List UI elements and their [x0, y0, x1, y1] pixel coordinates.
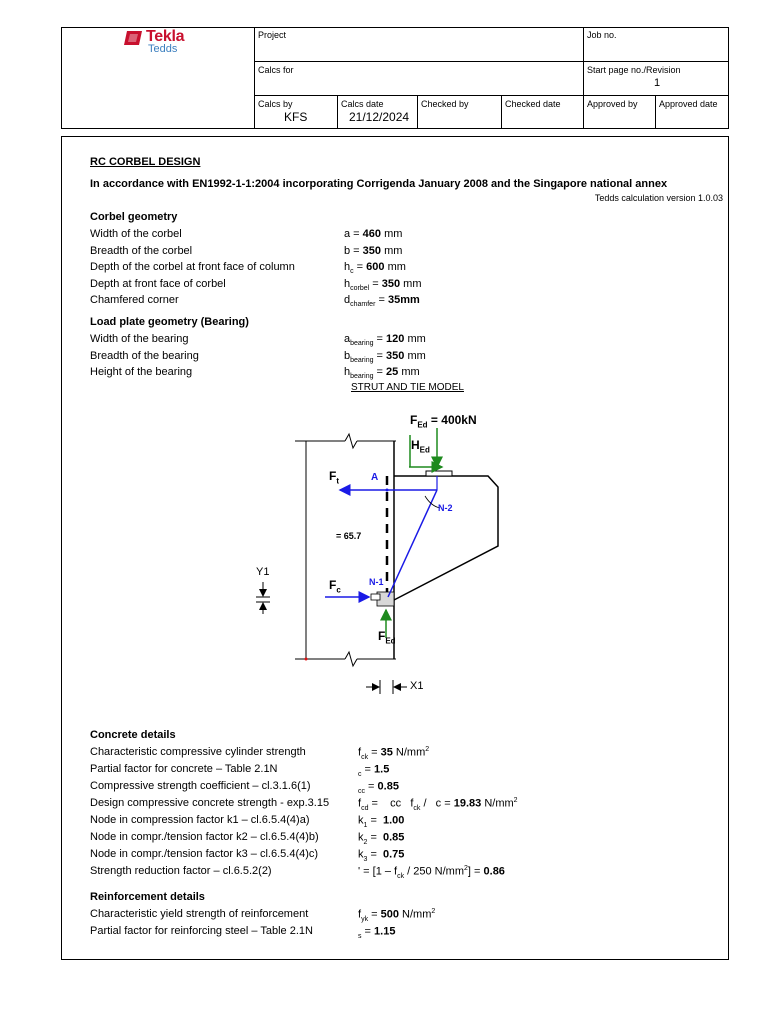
expr-sub: ck: [413, 804, 421, 812]
row-label: Width of the corbel: [90, 228, 182, 240]
expr-number: 35: [380, 746, 393, 759]
expr-symbol: f: [358, 797, 362, 810]
row-number: 120: [386, 333, 405, 345]
expr-symbol-sub: 3: [363, 855, 368, 863]
calcs-by-value: KFS: [284, 110, 308, 124]
row-expression: [358, 925, 395, 940]
expr-text: =: [367, 831, 380, 844]
expr-symbol: k: [358, 814, 364, 827]
row-symbol: d: [344, 294, 351, 306]
row-label: Breadth of the bearing: [90, 349, 199, 362]
expr-symbol-sub: 1: [363, 821, 368, 829]
row-symbol: h: [344, 261, 351, 273]
row-symbol: b: [344, 349, 351, 362]
row-value: $h_{corbel} = 350$ mm: [344, 277, 422, 292]
expr-sup: 2: [464, 865, 468, 872]
expr-number: 19.83: [453, 797, 482, 810]
row-number: 350: [362, 244, 382, 257]
calcs-date-value: 21/12/2024: [349, 110, 410, 124]
expr-number: 0.75: [379, 848, 405, 861]
row-label: Characteristic yield strength of reinforcement: [90, 908, 309, 920]
row-number: 350: [386, 349, 405, 362]
row-unit: mm: [384, 244, 403, 257]
job-no-label: Job no.: [587, 30, 617, 40]
expr-text: =: [365, 780, 378, 793]
expr-unit: N/mm: [392, 746, 426, 759]
doc-subtitle: In accordance with EN1992-1-1:2004 incorporating Corrigenda January 2008 and the Singapore national annex: [90, 178, 668, 190]
fed-top-label: $F_{Ed} = 400kN$: [410, 413, 477, 430]
node-n2-label: N-2: [438, 503, 453, 513]
reinforcement-heading: Reinforcement details: [90, 891, 205, 903]
row-unit: mm: [407, 349, 426, 362]
row-label: Height of the bearing: [90, 366, 193, 378]
fc-label: $F_c$: [329, 578, 341, 595]
project-label: Project: [258, 30, 287, 40]
bearing-heading: Load plate geometry (Bearing): [90, 316, 249, 328]
expr-symbol-sub: s: [358, 932, 362, 940]
angle-label: = 65.7: [336, 531, 362, 541]
tekla-tedds-logo: [124, 29, 244, 61]
row-unit: mm: [387, 261, 406, 273]
expr-symbol-sub: 2: [363, 838, 368, 846]
row-label: Width of the bearing: [90, 333, 189, 345]
row-symbol: h: [344, 277, 351, 290]
expr-unit: N/mm: [481, 797, 514, 810]
logo-product: Tedds: [148, 43, 178, 55]
header-divider: [501, 95, 502, 128]
row-label: Depth of the corbel at front face of column: [90, 261, 295, 273]
row-symbol-sub: bearing: [350, 340, 374, 348]
row-number: 460: [362, 228, 382, 240]
node-a-label: A: [371, 472, 379, 483]
expr-symbol: f: [358, 908, 362, 921]
row-symbol: b: [344, 244, 351, 257]
hed-label: $H_{Ed}$: [411, 438, 430, 455]
y1-label: Y1: [256, 566, 270, 578]
row-number: 350: [381, 277, 401, 290]
header-divider: [337, 95, 338, 128]
calcs-for-label: Calcs for: [258, 65, 294, 75]
row-symbol: h: [344, 366, 351, 378]
row-label: Node in compression factor k1 – cl.6.5.4(4)a): [90, 814, 310, 826]
row-expression: [358, 908, 435, 923]
row-label: Chamfered corner: [90, 294, 179, 306]
approved-date-label: Approved date: [659, 99, 718, 109]
row-symbol-sub: chamfer: [350, 301, 376, 309]
expr-text: = cc f: [368, 797, 414, 810]
expr-symbol-sub: cc: [358, 787, 365, 795]
row-label: Node in compr./tension factor k3 – cl.6.5.4(4)c): [90, 848, 319, 860]
row-symbol-sub: corbel: [350, 284, 370, 292]
logo-brand: Tekla: [146, 28, 185, 45]
row-label: Strength reduction factor – cl.6.5.2(2): [90, 865, 272, 877]
corbel-heading: Corbel geometry: [90, 211, 178, 223]
row-expression: [358, 797, 518, 812]
calc-sheet: [61, 136, 729, 960]
row-unit: mm: [384, 228, 403, 240]
header-divider: [417, 95, 418, 128]
expr-text: =: [361, 763, 375, 776]
row-expression: [358, 763, 389, 778]
row-label: Design compressive concrete strength - exp.3.15: [90, 797, 330, 809]
row-expression: [358, 831, 404, 846]
row-expression: [358, 865, 505, 880]
row-value: a = 460 mm: [344, 228, 403, 240]
tekla-logo-icon: [124, 31, 142, 45]
expr-unit-sup: 2: [425, 746, 430, 753]
row-label: Compressive strength coefficient – cl.3.1.6(1): [90, 780, 311, 792]
calcs-date-label: Calcs date: [341, 99, 384, 109]
expr-unit-sup: 2: [431, 908, 436, 915]
expr-number: 1.00: [379, 814, 405, 827]
ft-label: $F_t$: [329, 469, 340, 486]
header-table: [61, 27, 729, 129]
row-label: Characteristic compressive cylinder strength: [90, 746, 306, 758]
header-divider: [254, 95, 728, 96]
concrete-heading: Concrete details: [90, 729, 176, 741]
doc-title: RC CORBEL DESIGN: [90, 156, 201, 168]
start-page-value: 1: [654, 77, 661, 89]
row-expression: [358, 814, 404, 829]
row-unit: mm: [407, 333, 426, 345]
row-expression: [358, 848, 404, 863]
x1-label: X1: [410, 680, 424, 692]
expr-symbol-sub: ck: [361, 753, 369, 761]
expr-text: =: [361, 925, 375, 938]
expr-text: =: [368, 908, 381, 921]
expr-symbol-sub: c: [358, 770, 362, 778]
approved-by-label: Approved by: [587, 99, 638, 109]
expr-unit-sup: 2: [513, 797, 518, 804]
expr-sub: ck: [397, 872, 405, 880]
expr-text: ' = [1 – f: [358, 865, 398, 878]
diagram-title: STRUT AND TIE MODEL: [351, 382, 464, 393]
row-value: $a_{bearing} = 120$ mm: [344, 333, 426, 348]
expr-text: =: [368, 746, 381, 759]
expr-text: =: [367, 814, 380, 827]
row-number: 35mm: [387, 294, 420, 306]
fed-bottom-label: $F_{Ed}$: [378, 629, 396, 646]
version-text: Tedds calculation version 1.0.03: [594, 193, 723, 203]
header-divider: [254, 61, 728, 62]
expr-number: 1.15: [374, 925, 396, 938]
expr-text: ] =: [467, 865, 484, 878]
expr-symbol: k: [358, 848, 364, 861]
expr-number: 0.86: [483, 865, 505, 878]
row-unit: mm: [401, 366, 420, 378]
row-value: $h_{bearing} = 25$ mm: [344, 366, 420, 381]
checked-date-label: Checked date: [505, 99, 561, 109]
row-label: Partial factor for reinforcing steel – Table 2.1N: [90, 925, 313, 937]
row-unit: mm: [403, 277, 422, 290]
row-label: Depth at front face of corbel: [90, 277, 226, 290]
header-divider: [655, 95, 656, 128]
calcs-by-label: Calcs by: [258, 99, 293, 109]
header-divider: [583, 28, 584, 128]
expr-text: / 250 N/mm: [404, 865, 465, 878]
expr-text: / c =: [420, 797, 454, 810]
row-number: 25: [386, 366, 399, 378]
expr-symbol: f: [358, 746, 362, 759]
row-symbol-sub: bearing: [350, 373, 374, 381]
expr-number: 1.5: [374, 763, 390, 776]
expr-symbol: k: [358, 831, 364, 844]
expr-symbol-sub: cd: [361, 804, 369, 812]
node-n1-label: N-1: [369, 577, 384, 587]
row-value: $d_{chamfer} = 35mm$: [344, 294, 420, 309]
row-label: Partial factor for concrete – Table 2.1N: [90, 763, 278, 775]
row-number: 600: [366, 261, 385, 273]
row-symbol-sub: c: [350, 268, 354, 276]
expr-number: 0.85: [379, 831, 405, 844]
row-symbol: a: [344, 333, 351, 345]
row-value: b = 350 mm: [344, 244, 403, 257]
header-divider: [254, 28, 255, 128]
expr-unit: N/mm: [398, 908, 432, 921]
expr-symbol-sub: yk: [361, 915, 369, 923]
expr-number: 0.85: [377, 780, 399, 793]
expr-number: 500: [380, 908, 399, 921]
row-symbol-sub: bearing: [350, 356, 374, 364]
row-value: $b_{bearing} = 350$ mm: [344, 349, 426, 364]
checked-by-label: Checked by: [421, 99, 469, 109]
start-page-label: Start page no./Revision: [587, 65, 681, 75]
row-expression: [358, 746, 429, 761]
expr-text: =: [367, 848, 380, 861]
row-symbol: a: [344, 228, 351, 240]
row-value: $h_c = 600$ mm: [344, 261, 406, 276]
row-expression: [358, 780, 399, 795]
row-label: Breadth of the corbel: [90, 244, 193, 257]
row-label: Node in compr./tension factor k2 – cl.6.5.4(4)b): [90, 831, 319, 843]
